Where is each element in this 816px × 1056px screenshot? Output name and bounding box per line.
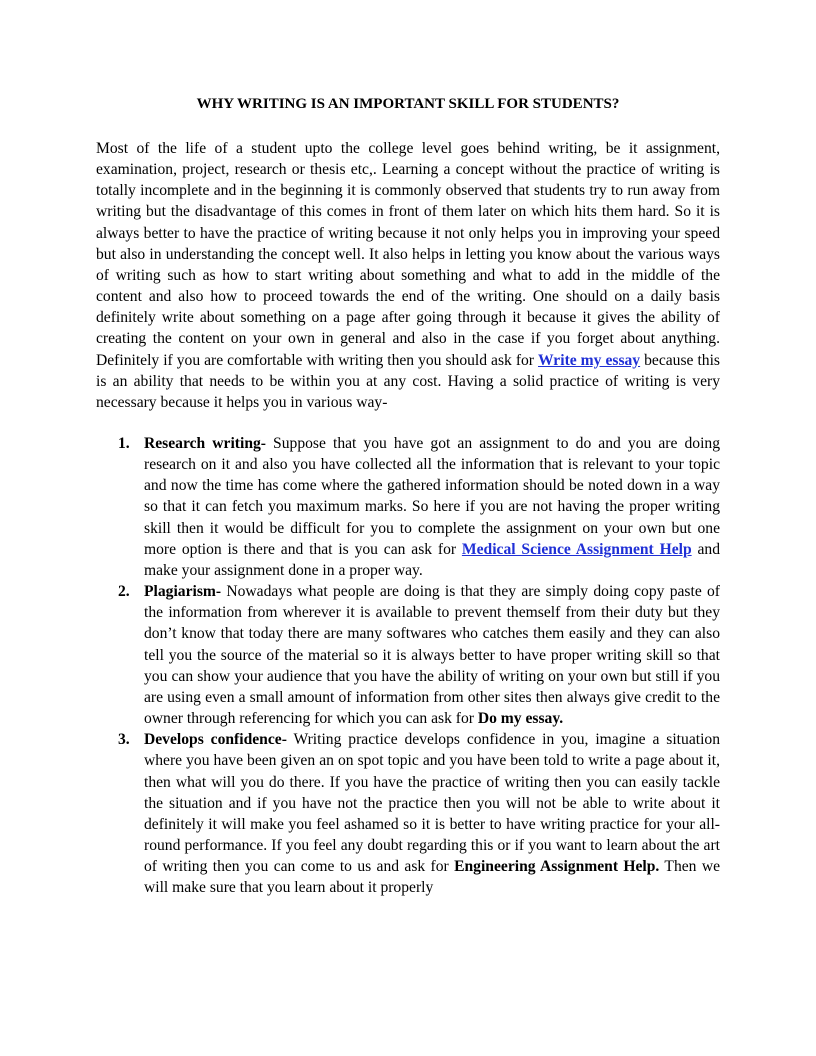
list-item-number: 1.: [118, 435, 130, 452]
list-item-plagiarism: [96, 581, 720, 729]
intro-text-before-link: Most of the life of a student upto the college level goes behind writing, be it assignment, examination, project, research or thesis etc,. Learning a concept without the practice of writing is totally incomplete and in the beginning it is commonly observed that students try to run away from writing but the disadvantage of this comes in front of them later on which hits them hard. So it is always better to have the practice of writing because it not only helps you in improving your speed but also in understanding the concept well. It also helps in letting you know about the various ways of writing such as how to start writing about something and what to add in the middle of the content and also how to proceed towards the end of the writing. One should on a daily basis definitely write about something on a page after going through it because it gives the ability of creating the content on your own in general and also in the case if you forget about anything. Definitely if you are comfortable with writing then you should ask for: [96, 140, 720, 369]
list-item-heading: Plagiarism-: [144, 583, 222, 601]
list-item-text: Nowadays what people are doing is that they are simply doing copy paste of the information from wherever it is available to prevent themself from their duty but they don’t know that today there are many softwares who catches them easily and they can also tell you the source of the material so it is always better to have proper writing skill so that you can show your audience that you have the ability of writing on your own but still if you are using even a small amount of information from other sites then always give credit to the owner through referencing for which you can ask for: [144, 583, 720, 728]
list-item-develops-confidence: [96, 729, 720, 898]
list-item-number: 3.: [118, 731, 130, 749]
write-my-essay-link[interactable]: Write my essay: [538, 351, 641, 369]
list-item-heading: Research writing-: [144, 435, 266, 452]
list-item-text: Suppose that you have got an assignment to do and you are doing research on it and also you have collected all the information that is relevant to your topic and now the time has come where the gathered information should be noted down in a way so that it can fetch you maximum marks. So here if you are not having the proper writing skill then it would be difficult for you to complete the assignment on your own but one more option is there and that is you can ask for: [144, 435, 720, 558]
engineering-assignment-help-bold-text: Engineering Assignment Help.: [454, 858, 660, 876]
numbered-list: [96, 433, 720, 898]
list-item-text: Writing practice develops confidence in you, imagine a situation where you have been given an on spot topic and you have been told to write a page about it, then what will you do there. If you have the practice of writing then you can easily tackle the situation and if you have not the practice then you will not be able to write about it definitely it will make you feel ashamed so it is better to have writing practice for your all-round performance. If you feel any doubt regarding this or if you want to learn about the art of writing then you can come to us and ask for: [144, 731, 720, 876]
list-item-text-after-link: and make your assignment done in a proper way.: [144, 540, 720, 579]
medical-science-assignment-help-link[interactable]: Medical Science Assignment Help: [461, 540, 692, 558]
list-item-heading: Develops confidence-: [144, 731, 287, 749]
list-item-text-after-bold: Then we will make sure that you learn about it properly: [144, 858, 721, 897]
intro-paragraph: [96, 138, 720, 413]
document-title: WHY WRITING IS AN IMPORTANT SKILL FOR STUDENTS?: [196, 96, 620, 112]
list-item-number: 2.: [118, 583, 130, 601]
do-my-essay-bold-text: Do my essay.: [477, 710, 564, 728]
list-item-research-writing: [96, 433, 720, 581]
intro-text-after-link: because this is an ability that needs to be within you at any cost. Having a solid practice of writing is very necessary because it helps you in various way-: [96, 351, 720, 411]
